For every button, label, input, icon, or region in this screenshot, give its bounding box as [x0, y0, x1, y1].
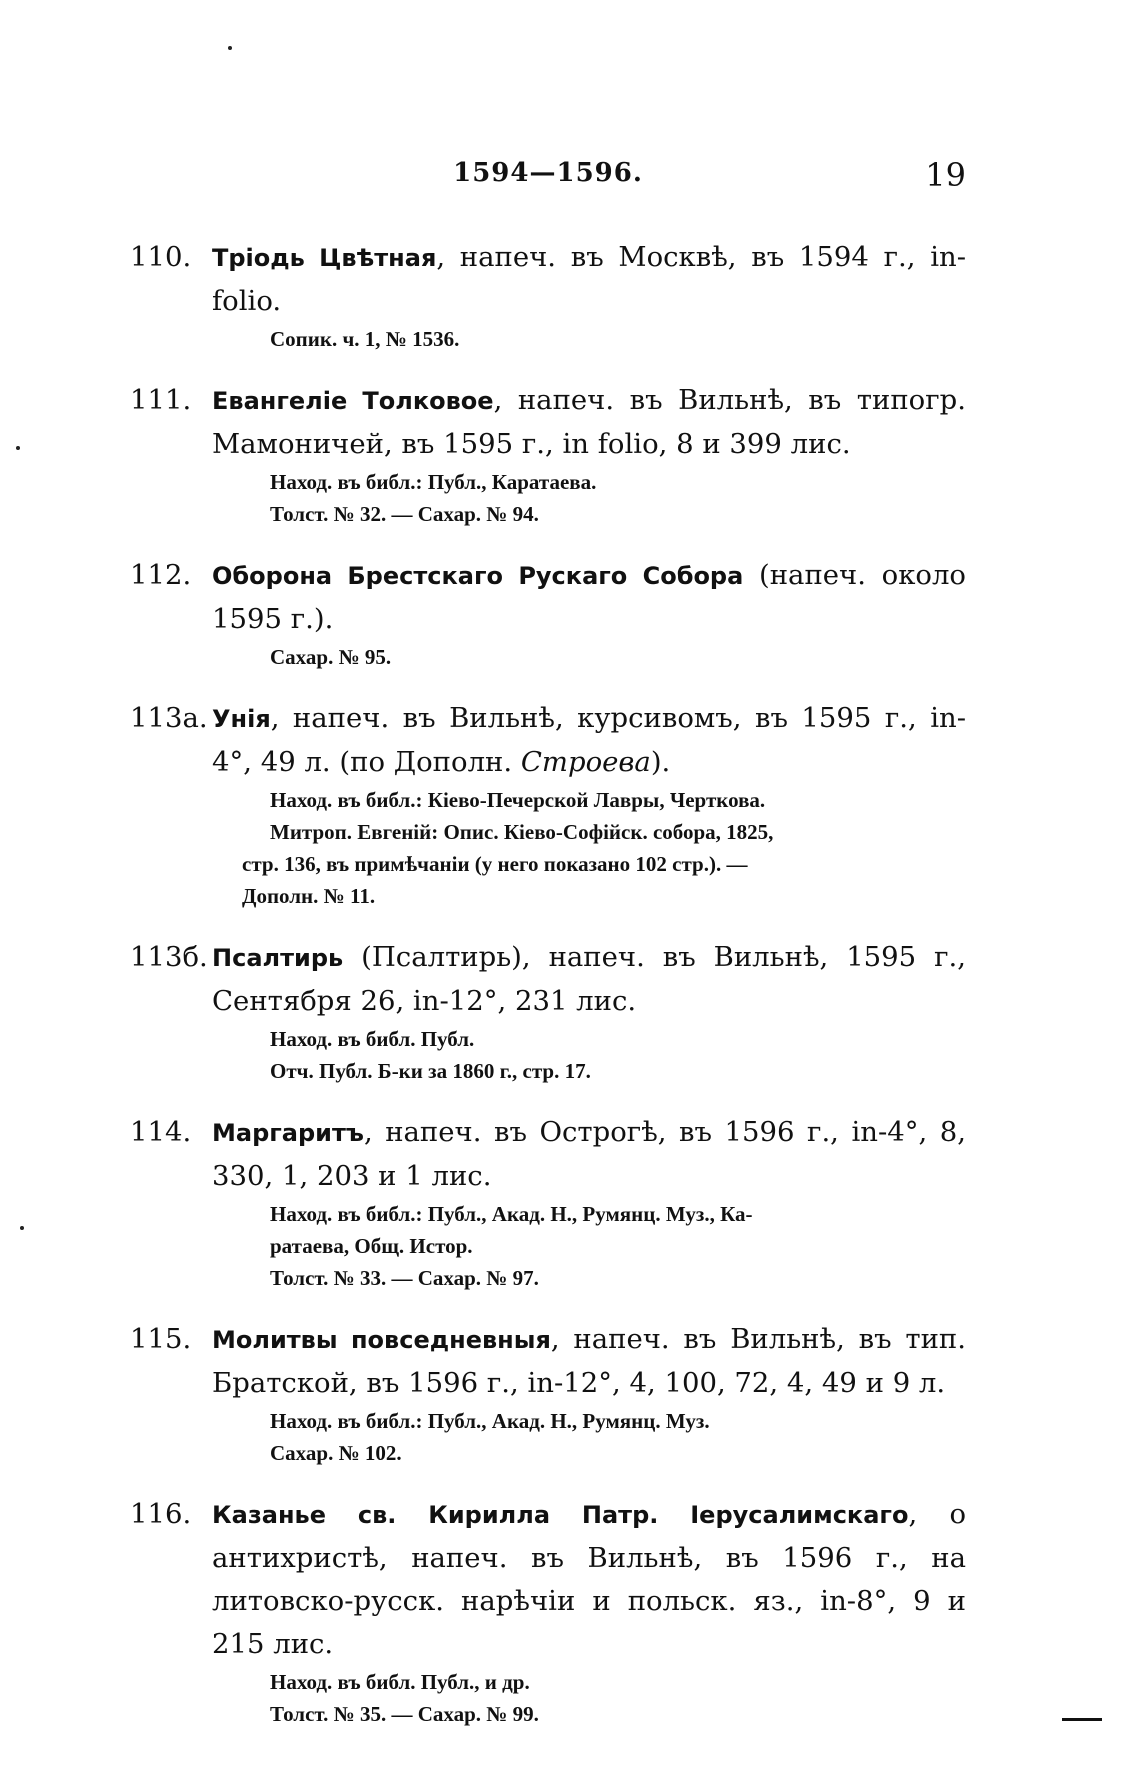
entry-note: ратаева, Общ. Истор. — [270, 1234, 473, 1258]
entry-description: , напеч. въ Вильнѣ, курсивомъ, въ 1595 г., in-4°, 49 л. (по Дополн. — [212, 702, 966, 778]
page-header — [130, 158, 966, 198]
page-number: 19 — [925, 156, 966, 194]
entry-note: Наход. въ библ.: Публ., Каратаева. — [270, 470, 597, 494]
entry-number: 112. — [130, 559, 192, 591]
scan-speck — [20, 1226, 24, 1230]
entry-note: Наход. въ библ.: Публ., Акад. Н., Румянц. Муз., Ка- — [270, 1202, 753, 1226]
entry-note: Толст. № 33. — Сахар. № 97. — [270, 1266, 539, 1290]
entry-113a — [130, 697, 966, 912]
scan-speck — [16, 446, 20, 450]
entry-title: Казанье св. Кирилла Патр. Іерусалимскаго — [212, 1501, 909, 1529]
entry-text — [130, 1318, 966, 1405]
entry-note: Сопик. ч. 1, № 1536. — [270, 327, 460, 351]
entry-description: , о антихристѣ, напеч. въ Вильнѣ, въ 1596 г., на литовско-русск. нарѣчіи и польск. яз., in-8°, 9 и 215 лис. — [212, 1498, 966, 1660]
entry-note: Наход. въ библ.: Кіево-Печерской Лавры, Черткова. — [270, 788, 766, 812]
entry-112 — [130, 554, 966, 673]
entry-number: 115. — [130, 1323, 192, 1355]
entry-description: , напеч. въ Острогѣ, въ 1596 г., in-4°, 8, 330, 1, 203 и 1 лис. — [212, 1116, 966, 1192]
entry-description: (Псалтирь), напеч. въ Вильнѣ, 1595 г., Сентября 26, in-12°, 231 лис. — [212, 941, 966, 1017]
entry-number: 111. — [130, 384, 192, 416]
entry-description: , напеч. въ Вильнѣ, въ тип. Братской, въ 1596 г., in-12°, 4, 100, 72, 4, 49 и 9 л. — [212, 1323, 966, 1399]
entry-list — [130, 236, 966, 1754]
entry-115 — [130, 1318, 966, 1469]
entry-note: Митроп. Евгеній: Опис. Кіево-Софійск. собора, 1825, — [270, 820, 774, 844]
entry-text — [130, 236, 966, 323]
entry-number: 113б. — [130, 941, 208, 973]
running-head-years: 1594—1596. — [453, 158, 643, 188]
entry-description-end: ). — [650, 746, 671, 778]
entry-text — [130, 554, 966, 641]
entry-114 — [130, 1111, 966, 1294]
entry-number: 114. — [130, 1116, 192, 1148]
entry-note: Наход. въ библ. Публ., и др. — [270, 1670, 530, 1694]
entry-text — [130, 936, 966, 1023]
entry-note: Наход. въ библ.: Публ., Акад. Н., Румянц. Муз. — [270, 1409, 710, 1433]
entry-note: Дополн. № 11. — [242, 884, 376, 908]
entry-110 — [130, 236, 966, 355]
entry-note: Наход. въ библ. Публ. — [270, 1027, 475, 1051]
entry-note: Сахар. № 95. — [270, 645, 392, 669]
scan-speck — [228, 46, 232, 50]
entry-text — [130, 1493, 966, 1666]
entry-note: Сахар. № 102. — [270, 1441, 402, 1465]
entry-source-author: Строева — [520, 746, 651, 778]
entry-title: Унія — [212, 705, 271, 733]
entry-text — [130, 1111, 966, 1198]
entry-note: Толст. № 32. — Сахар. № 94. — [270, 502, 539, 526]
entry-description: , напеч. въ Вильнѣ, въ типогр. Мамоничей, въ 1595 г., in folio, 8 и 399 лис. — [212, 384, 966, 460]
margin-rule — [1062, 1718, 1102, 1721]
entry-number: 116. — [130, 1498, 192, 1530]
entry-description: (напеч. около 1595 г.). — [212, 559, 966, 635]
entry-title: Молитвы повседневныя — [212, 1326, 551, 1354]
entry-text — [130, 697, 966, 784]
entry-title: Псалтирь — [212, 944, 344, 972]
entry-116 — [130, 1493, 966, 1730]
entry-text — [130, 379, 966, 466]
entry-113b — [130, 936, 966, 1087]
entry-title: Евангеліе Толковое — [212, 387, 494, 415]
entry-title: Оборона Брестскаго Рускаго Собора — [212, 562, 744, 590]
entry-description: , напеч. въ Москвѣ, въ 1594 г., in-folio. — [212, 241, 966, 317]
entry-title: Маргаритъ — [212, 1119, 364, 1147]
entry-111 — [130, 379, 966, 530]
entry-note: стр. 136, въ примѣчаніи (у него показано 102 стр.). — — [242, 852, 748, 876]
entry-number: 110. — [130, 241, 192, 273]
entry-note: Отч. Публ. Б-ки за 1860 г., стр. 17. — [270, 1059, 591, 1083]
entry-number: 113а. — [130, 702, 208, 734]
entry-note: Толст. № 35. — Сахар. № 99. — [270, 1702, 539, 1726]
entry-title: Тріодь Цвѣтная — [212, 244, 437, 272]
